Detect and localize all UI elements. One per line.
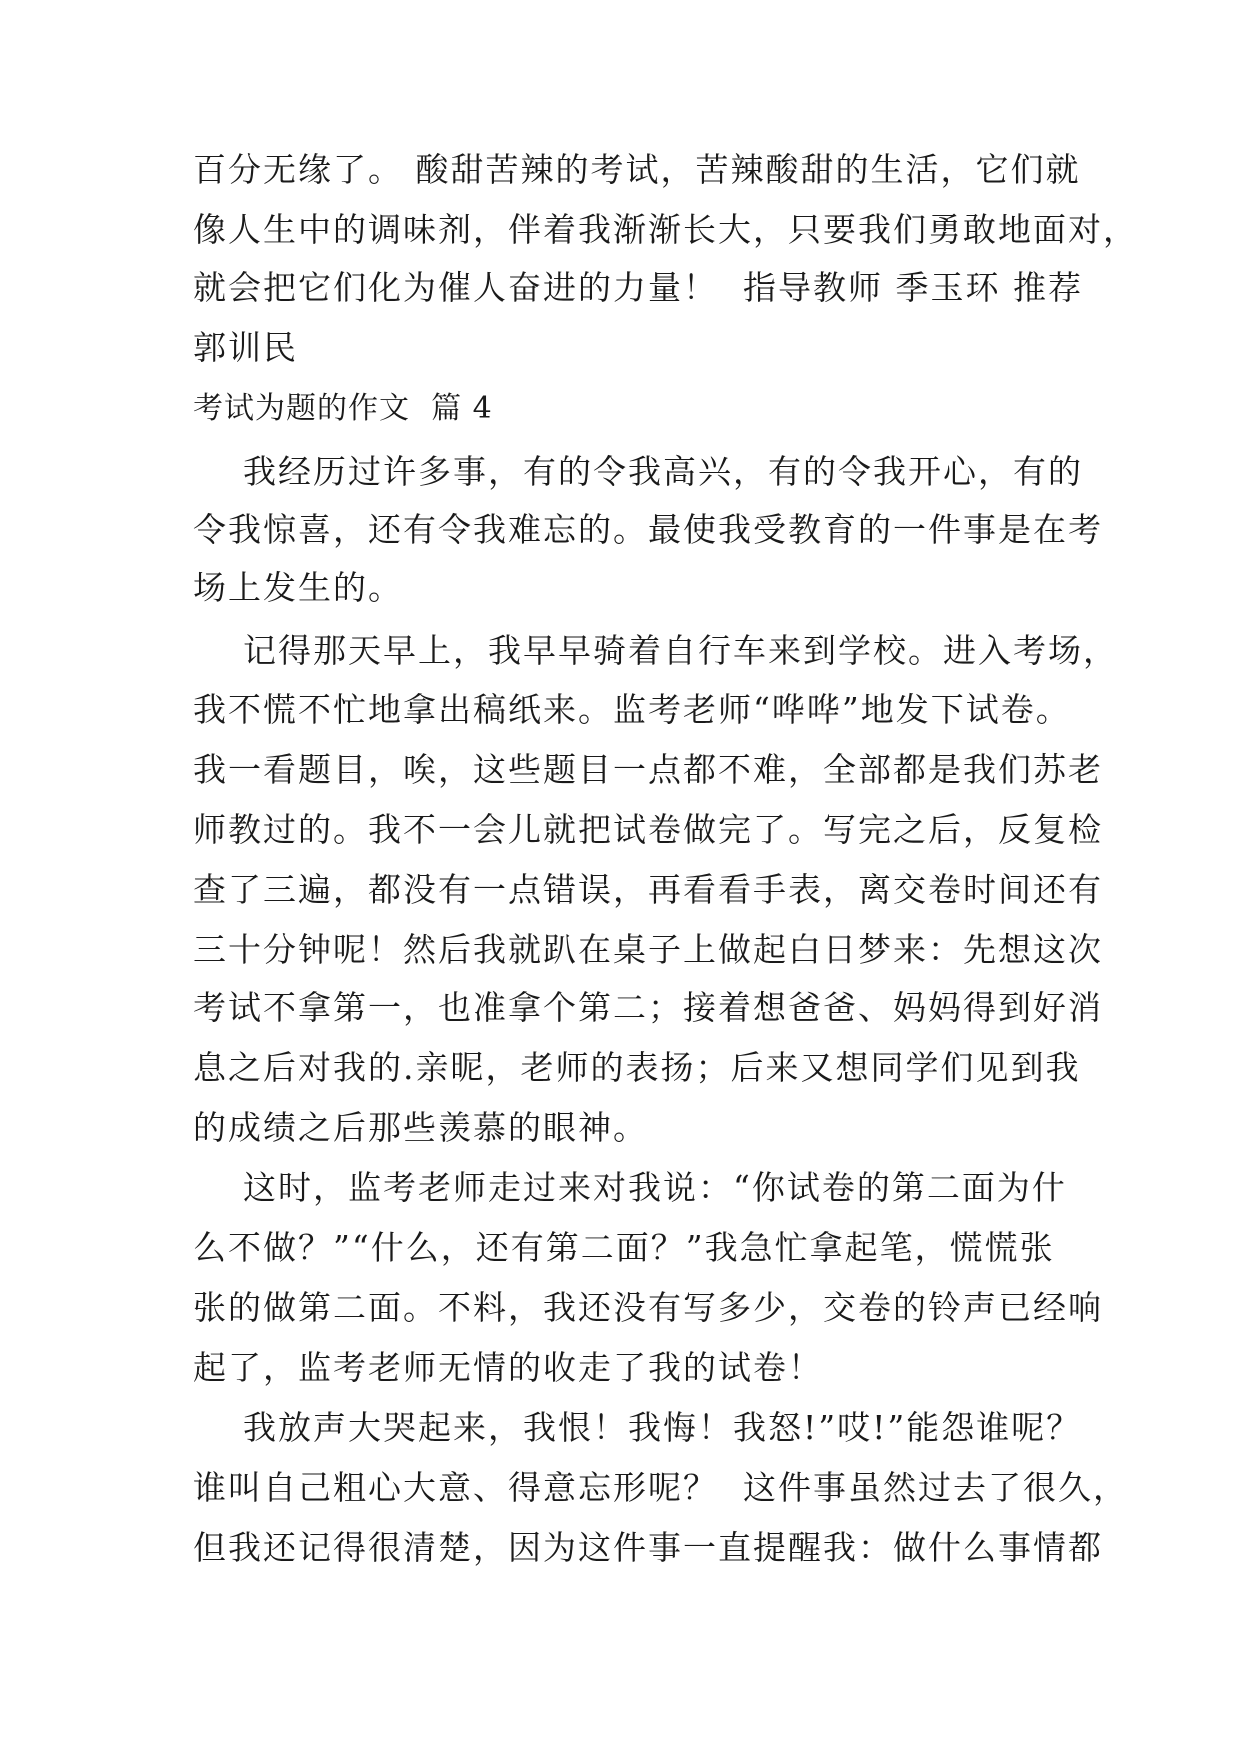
text-line: 师教过的。我不一会儿就把试卷做完了。写完之后，反复检 xyxy=(193,810,1103,849)
text-line: 但我还记得很清楚，因为这件事一直提醒我：做什么事情都 xyxy=(193,1528,1103,1567)
section-heading: 考试为题的作文 篇 4 xyxy=(193,391,493,426)
text-line: 我经历过许多事，有的令我高兴，有的令我开心，有的 xyxy=(193,452,1083,491)
text-line: 就会把它们化为催人奋进的力量！ 指导教师 季玉环 推荐 xyxy=(193,268,1083,307)
text-line: 令我惊喜，还有令我难忘的。最使我受教育的一件事是在考 xyxy=(193,510,1103,549)
text-line: 我一看题目，唉，这些题目一点都不难，全部都是我们苏老 xyxy=(193,750,1103,789)
text-line: 查了三遍，都没有一点错误，再看看手表，离交卷时间还有 xyxy=(193,870,1103,909)
text-line: 息之后对我的.亲昵，老师的表扬；后来又想同学们见到我 xyxy=(193,1048,1081,1087)
text-line: 像人生中的调味剂，伴着我渐渐长大，只要我们勇敢地面对， xyxy=(193,210,1138,249)
text-line: 的成绩之后那些羡慕的眼神。 xyxy=(193,1108,648,1147)
text-line: 么不做？”“什么，还有第二面？”我急忙拿起笔，慌慌张 xyxy=(193,1228,1055,1267)
text-line: 考试不拿第一，也准拿个第二；接着想爸爸、妈妈得到好消 xyxy=(193,988,1103,1027)
text-line: 场上发生的。 xyxy=(193,568,403,607)
text-line: 张的做第二面。不料，我还没有写多少，交卷的铃声已经响 xyxy=(193,1288,1103,1327)
text-line: 记得那天早上，我早早骑着自行车来到学校。进入考场， xyxy=(193,631,1118,670)
text-line: 谁叫自己粗心大意、得意忘形呢？ 这件事虽然过去了很久， xyxy=(193,1468,1128,1507)
text-line: 我不慌不忙地拿出稿纸来。监考老师“哗哗”地发下试卷。 xyxy=(193,690,1071,729)
text-line: 起了，监考老师无情的收走了我的试卷！ xyxy=(193,1348,823,1387)
text-line: 三十分钟呢！然后我就趴在桌子上做起白日梦来：先想这次 xyxy=(193,930,1103,969)
text-line: 郭训民 xyxy=(193,328,298,367)
text-line: 这时，监考老师走过来对我说：“你试卷的第二面为什 xyxy=(193,1168,1067,1207)
text-line: 百分无缘了。 酸甜苦辣的考试，苦辣酸甜的生活，它们就 xyxy=(193,150,1081,189)
text-line: 我放声大哭起来，我恨！我悔！我怒!”哎!”能怨谁呢？ xyxy=(193,1408,1082,1447)
